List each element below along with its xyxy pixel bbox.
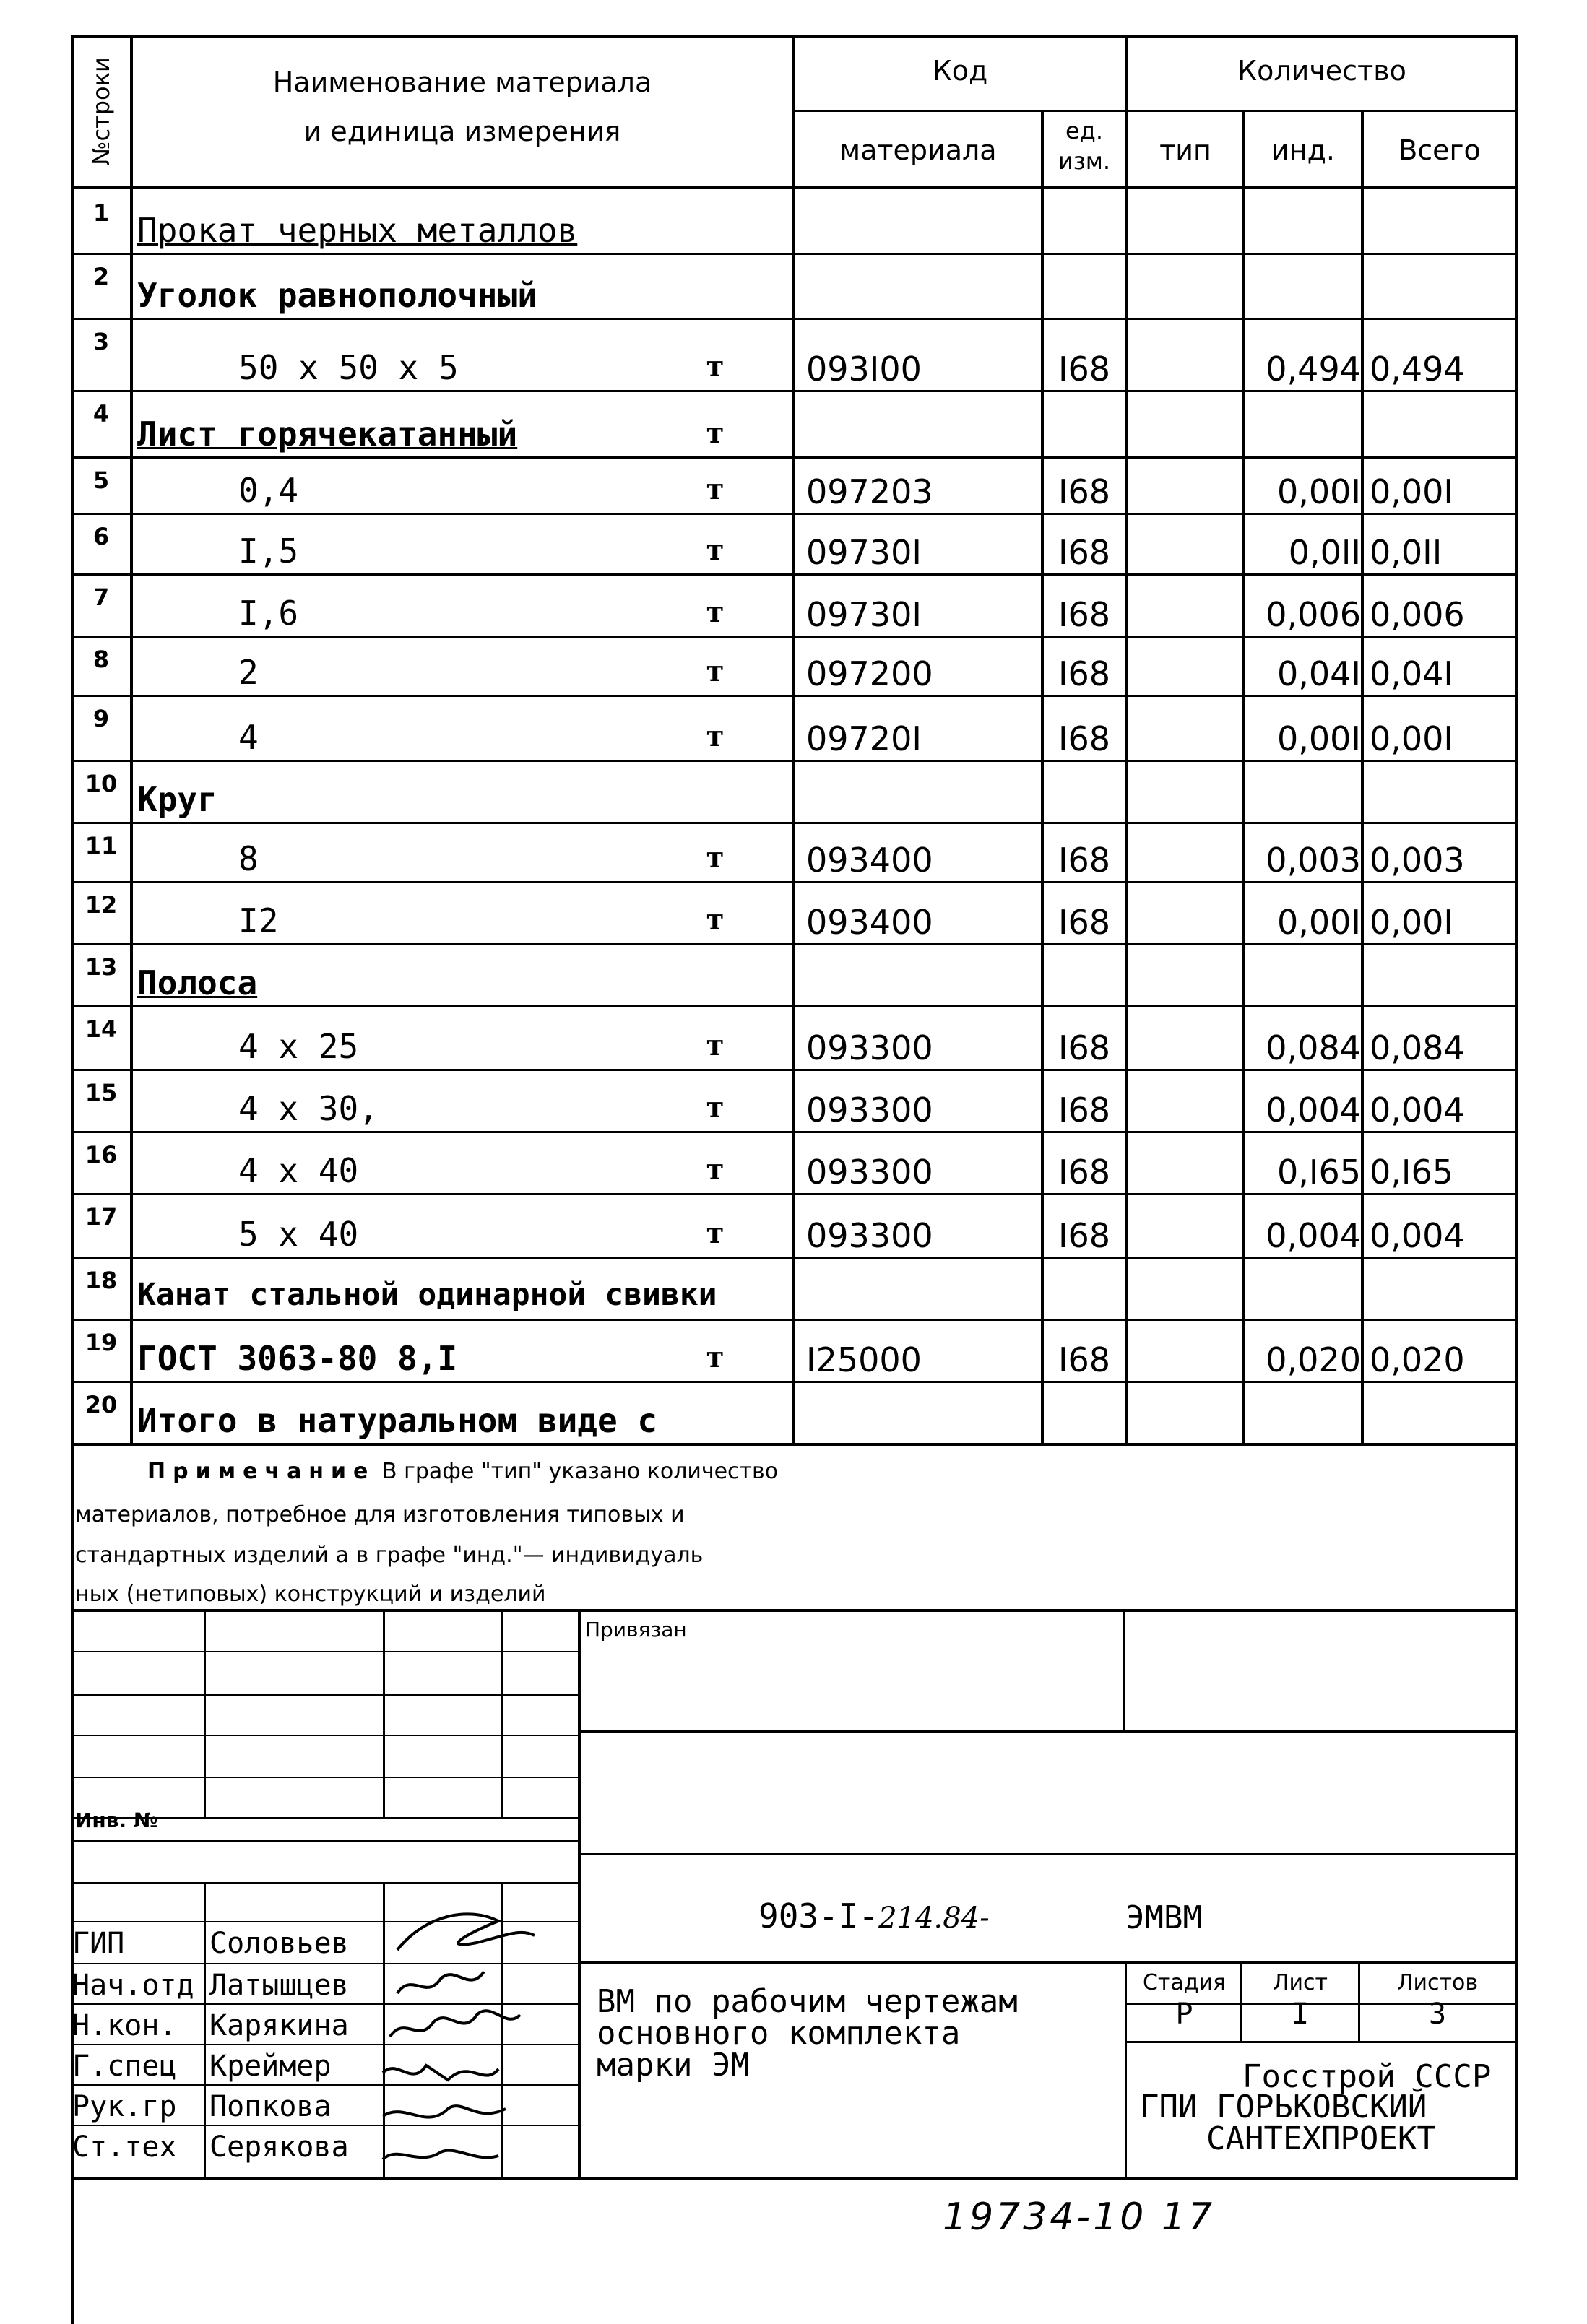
unit-value: т: [706, 719, 725, 753]
document-code-prefix: 903-I-: [758, 1896, 879, 1935]
row-number: 2: [92, 263, 110, 290]
row-number-header-text: №строки: [87, 57, 115, 165]
org-line2: ГПИ ГОРЬКОВСКИЙ: [1140, 2089, 1427, 2125]
unit-value: т: [706, 1091, 725, 1124]
unit-code: I68: [1058, 719, 1111, 758]
quantity-ind: 0,00I: [1277, 719, 1361, 758]
table-row: [0, 189, 1587, 253]
org-line3: САНТЕХПРОЕКТ: [1206, 2120, 1436, 2157]
quantity-ind: 0,004: [1266, 1216, 1361, 1255]
row-number: 16: [85, 1141, 118, 1168]
sheets-label: Листов: [1396, 1970, 1479, 1995]
unit-value: т: [706, 472, 725, 506]
unit-code: I68: [1058, 595, 1111, 634]
inv-no-label: Инв. №: [75, 1808, 158, 1832]
row-number: 5: [92, 467, 110, 494]
quantity-total: 0,020: [1370, 1340, 1465, 1379]
quantity-header: Количество: [1237, 55, 1406, 87]
row-number: 13: [85, 953, 118, 981]
unit-code: I68: [1058, 1340, 1111, 1379]
quantity-ind: 0,00I: [1277, 472, 1361, 511]
quantity-ind: 0,00I: [1277, 903, 1361, 942]
material-code: 09730I: [806, 595, 922, 634]
total-header: Всего: [1398, 134, 1481, 166]
table-row: [0, 318, 1587, 390]
row-number: 20: [85, 1391, 118, 1418]
material-name: Прокат черных металлов: [137, 211, 578, 250]
table-row: [0, 760, 1587, 822]
unit-header-line2: изм.: [1058, 147, 1111, 175]
unit-value: т: [706, 533, 725, 567]
quantity-ind: 0,04I: [1277, 654, 1361, 693]
person-name: Серякова: [209, 2130, 349, 2164]
material-name: Круг: [137, 780, 217, 819]
unit-code: I68: [1058, 841, 1111, 880]
role-title: Н.кон.: [72, 2009, 177, 2042]
material-code: 09730I: [806, 533, 922, 572]
quantity-ind: 0,0II: [1288, 533, 1361, 572]
unit-header-line1: ед.: [1065, 117, 1103, 144]
quantity-ind: 0,020: [1266, 1340, 1361, 1379]
unit-value: т: [706, 595, 725, 629]
material-name: 4 x 40: [238, 1151, 359, 1190]
row-number: 3: [92, 328, 110, 355]
name-header-line2: и единица измерения: [303, 116, 621, 147]
note-title: Примечание: [147, 1459, 376, 1484]
table-row: [0, 390, 1587, 456]
row-number: 18: [85, 1267, 118, 1294]
row-number: 1: [92, 199, 110, 227]
quantity-total: 0,004: [1370, 1091, 1465, 1130]
material-code: 097203: [806, 472, 933, 511]
role-title: Ст.тех: [72, 2130, 177, 2164]
quantity-total: 0,494: [1370, 350, 1465, 389]
stage-value: Р: [1175, 1998, 1193, 2031]
unit-code: I68: [1058, 654, 1111, 693]
note-line1: В графе "тип" указано количество: [381, 1459, 779, 1484]
table-row: [0, 636, 1587, 695]
description-line3: марки ЭМ: [597, 2047, 750, 2084]
table-row: [0, 943, 1587, 1005]
unit-code: I68: [1058, 472, 1111, 511]
quantity-ind: 0,I65: [1277, 1153, 1361, 1192]
document-code-handwritten: 214.84-: [878, 1902, 990, 1935]
table-row: [0, 253, 1587, 318]
code-header: Код: [932, 55, 988, 87]
quantity-total: 0,00I: [1370, 903, 1453, 942]
row-number: 15: [85, 1079, 118, 1106]
table-row: [0, 1069, 1587, 1131]
material-name: Полоса: [137, 963, 258, 1002]
quantity-total: 0,003: [1370, 841, 1465, 880]
quantity-ind: 0,006: [1266, 595, 1361, 634]
quantity-ind: 0,084: [1266, 1028, 1361, 1067]
table-row: [0, 1319, 1587, 1381]
material-name: 4: [238, 718, 259, 757]
row-number-header: [72, 38, 130, 186]
material-name: I2: [238, 901, 279, 940]
table-row: [0, 456, 1587, 513]
person-name: Креймер: [209, 2050, 332, 2083]
material-code: 093300: [806, 1153, 933, 1192]
unit-value: т: [706, 1340, 725, 1374]
row-number: 7: [92, 584, 110, 611]
unit-code: I68: [1058, 1091, 1111, 1130]
quantity-total: 0,04I: [1370, 654, 1453, 693]
quantity-ind: 0,004: [1266, 1091, 1361, 1130]
material-name: ГОСТ 3063-80 8,I: [137, 1339, 458, 1378]
description-line1: ВМ по рабочим чертежам: [597, 1983, 1018, 2020]
material-name: Канат стальной одинарной свивки: [137, 1277, 717, 1313]
quantity-ind: 0,003: [1266, 841, 1361, 880]
person-name: Латышцев: [209, 1969, 349, 2002]
person-name: Попкова: [209, 2090, 332, 2123]
name-header-line1: Наименование материала: [272, 66, 652, 98]
unit-code: I68: [1058, 350, 1111, 389]
note-line4: ных (нетиповых) конструкций и изделий: [75, 1582, 546, 1607]
quantity-total: 0,I65: [1370, 1153, 1453, 1192]
material-name: Уголок равнополочный: [137, 276, 537, 315]
sheets-value: 3: [1428, 1998, 1447, 2031]
person-name: Карякина: [209, 2009, 349, 2042]
row-number: 11: [85, 832, 118, 859]
ind-header: инд.: [1271, 134, 1335, 166]
row-number: 6: [92, 523, 110, 550]
table-row: [0, 695, 1587, 760]
org-line1: Госстрой СССР: [1242, 2058, 1492, 2095]
material-name: I,5: [238, 532, 299, 571]
note-line2: материалов, потребное для изготовления типовых и: [75, 1502, 685, 1527]
type-header: тип: [1159, 134, 1211, 166]
table-row: [0, 513, 1587, 573]
table-row: [0, 822, 1587, 881]
row-number: 10: [85, 770, 118, 797]
material-name: Итого в натуральном виде с: [137, 1401, 658, 1440]
table-row: [0, 881, 1587, 943]
unit-value: т: [706, 1153, 725, 1187]
signatures-scribble: [354, 1892, 571, 2181]
material-code: 093400: [806, 903, 933, 942]
row-number: 17: [85, 1203, 118, 1231]
unit-value: т: [706, 654, 725, 688]
archive-stamp: 19734-10 17: [943, 2195, 1216, 2239]
material-code: 093400: [806, 841, 933, 880]
material-name: Лист горячекатанный: [137, 415, 518, 454]
table-row: [0, 1257, 1587, 1319]
row-number: 8: [92, 646, 110, 673]
quantity-total: 0,004: [1370, 1216, 1465, 1255]
privyazan-label: Привязан: [585, 1618, 687, 1642]
unit-value: т: [706, 350, 725, 383]
material-code: 093300: [806, 1091, 933, 1130]
material-code: 097200: [806, 654, 933, 693]
quantity-ind: 0,494: [1266, 350, 1361, 389]
material-header: материала: [839, 134, 997, 166]
unit-code: I68: [1058, 533, 1111, 572]
sheet-label: Лист: [1272, 1970, 1328, 1995]
stage-label: Стадия: [1142, 1970, 1227, 1995]
row-number: 4: [92, 400, 110, 428]
material-name: 0,4: [238, 471, 299, 510]
quantity-total: 0,00I: [1370, 719, 1453, 758]
quantity-total: 0,006: [1370, 595, 1465, 634]
material-code: 093300: [806, 1028, 933, 1067]
material-name: 4 x 30,: [238, 1089, 379, 1128]
table-row: [0, 1381, 1587, 1443]
unit-code: I68: [1058, 1028, 1111, 1067]
role-title: Рук.гр: [72, 2090, 177, 2123]
material-name: 50 x 50 x 5: [238, 348, 459, 387]
material-code: I25000: [806, 1340, 922, 1379]
unit-value: т: [706, 841, 725, 875]
material-name: 2: [238, 653, 259, 692]
row-number: 12: [85, 891, 118, 919]
row-number: 9: [92, 705, 110, 732]
quantity-total: 0,084: [1370, 1028, 1465, 1067]
unit-code: I68: [1058, 1216, 1111, 1255]
material-code: 093300: [806, 1216, 933, 1255]
unit-code: I68: [1058, 1153, 1111, 1192]
unit-value: т: [706, 903, 725, 937]
description-line2: основного комплекта: [597, 2015, 961, 2052]
unit-code: I68: [1058, 903, 1111, 942]
quantity-total: 0,00I: [1370, 472, 1453, 511]
role-title: Г.спец: [72, 2050, 177, 2083]
material-code: 093I00: [806, 350, 922, 389]
material-code: 09720I: [806, 719, 922, 758]
unit-value: т: [706, 416, 725, 450]
person-name: Соловьев: [209, 1927, 349, 1960]
sheet-value: I: [1291, 1998, 1310, 2031]
quantity-total: 0,0II: [1370, 533, 1443, 572]
material-name: 5 x 40: [238, 1215, 359, 1254]
table-row: [0, 1131, 1587, 1193]
unit-value: т: [706, 1216, 725, 1250]
role-title: Нач.отд: [72, 1969, 194, 2002]
table-row: [0, 1005, 1587, 1069]
role-title: ГИП: [72, 1927, 125, 1960]
note-line3: стандартных изделий а в графе "инд."— индивидуаль: [75, 1543, 704, 1568]
table-row: [0, 573, 1587, 636]
row-number: 19: [85, 1329, 118, 1356]
material-name: 4 x 25: [238, 1027, 359, 1066]
unit-value: т: [706, 1028, 725, 1062]
material-name: I,6: [238, 594, 299, 633]
document-code: [758, 1896, 990, 1935]
row-number: 14: [85, 1015, 118, 1043]
material-name: 8: [238, 839, 259, 878]
table-row: [0, 1193, 1587, 1257]
document-mark: ЭМВМ: [1125, 1899, 1202, 1936]
